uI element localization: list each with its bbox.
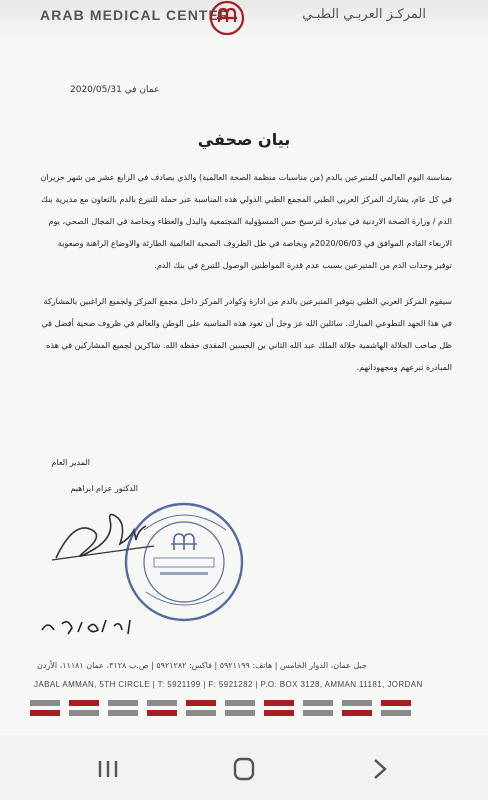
- official-stamp: [126, 504, 242, 620]
- paragraph-1-line: بمناسبة اليوم العالمي للمتبرعين بالدم (من مناسبات منظمة الصحة العالمية) والذي يصادف في الرابع عشر من شهر حزيران: [40, 172, 452, 182]
- signatory-title: المدير العام: [51, 458, 90, 467]
- letter-date: عمان في 2020/05/31: [70, 85, 160, 95]
- decorative-bar: [264, 710, 294, 716]
- decorative-bar: [147, 700, 177, 706]
- footer-address-en: JABAL AMMAN, 5TH CIRCLE | T: 5921199 | F: 5921282 | P.O. BOX 3128, AMMAN 11181, JORDAN: [34, 680, 423, 689]
- paragraph-2-line: في هذا الجهد التطوعي المبارك. سائلين الله عز وجل أن تعود هذه المناسبة على الوطن والعالم في ظروف صحية أفضل في: [41, 318, 452, 328]
- paragraph-1-line: في كل عام، يشارك المركز العربي الطبي المجمع الطبي الدولي هذه المناسبة عبر حملة للتبرع بالدم بالتعاون مع مديرية بنك: [41, 194, 452, 204]
- paragraph-1-line: الدم / وزارة الصحة الاردنية في مبادرة لترسيخ حس المسؤولية المجتمعية والبذل والعطاء وبخاصة في المجال الصحي، يوم: [48, 216, 452, 226]
- footer-address-ar: جبل عمان، الدوار الخامس | هاتف: ٥٩٢١١٩٩ | فاكس: ٥٩٢١٢٨٢ | ص.ب ٣١٢٨، عمان ١١١٨١، الأردن: [37, 661, 367, 670]
- arab-medical-center-logo-icon: [209, 0, 245, 36]
- paragraph-2-line: ظل صاحب الجلالة الهاشمية جلالة الملك عبد الله الثاني بن الحسين المفدى حفظه الله. شاكرين لجميع المشاركين في هذه: [46, 340, 452, 350]
- decorative-bar: [303, 700, 333, 706]
- decorative-bar: [381, 700, 411, 706]
- decorative-bar: [225, 710, 255, 716]
- signatory-name: الدكتور عزام ابراهيم: [70, 484, 138, 493]
- home-icon[interactable]: [224, 755, 264, 783]
- paragraph-2-line: المبادرة تبرعهم ومجهوداتهم.: [356, 362, 452, 372]
- android-navigation-bar: [0, 735, 488, 800]
- decorative-bar: [342, 710, 372, 716]
- decorative-bar: [186, 710, 216, 716]
- decorative-bar: [69, 710, 99, 716]
- decorative-bar: [147, 710, 177, 716]
- decorative-bars: [30, 698, 418, 720]
- decorative-bar: [186, 700, 216, 706]
- decorative-bar: [303, 710, 333, 716]
- decorative-bar: [381, 710, 411, 716]
- paragraph-1: [28, 166, 452, 276]
- decorative-bar: [30, 700, 60, 706]
- recents-icon[interactable]: [88, 755, 128, 783]
- decorative-bar: [108, 710, 138, 716]
- paragraph-2-line: سيقوم المركز العربي الطبي بتوفير المتبرعين بالدم من ادارة وكوادر المركز داخل مجمع المركز ولجميع الراغبين بالمشاركة: [43, 296, 452, 306]
- decorative-bar: [342, 700, 372, 706]
- paragraph-1-line: الاربعاء القادم الموافق في 2020/06/03م وبخاصة في ظل الظروف الصحية العالمية الطارئة والاوضاع الراهنة وصعوبة: [57, 238, 452, 248]
- handwritten-date: [42, 620, 130, 634]
- decorative-bar: [108, 700, 138, 706]
- decorative-bar: [225, 700, 255, 706]
- paragraph-1-line: توفير وحدات الدم من المتبرعين بسبب عدم قدرة المواطنين الوصول للتبرع في بنك الدم.: [154, 260, 452, 270]
- letter-title: بيان صحفي: [197, 130, 291, 149]
- decorative-bar: [69, 700, 99, 706]
- back-icon[interactable]: [360, 755, 400, 783]
- signature-and-stamp: [34, 500, 254, 650]
- decorative-bar: [264, 700, 294, 706]
- header-org-name-en: ARAB MEDICAL CENTER: [40, 7, 231, 23]
- decorative-bar: [30, 710, 60, 716]
- paragraph-2: [28, 290, 452, 378]
- header-org-name-ar: المركـز العربـي الطبـي: [302, 7, 426, 22]
